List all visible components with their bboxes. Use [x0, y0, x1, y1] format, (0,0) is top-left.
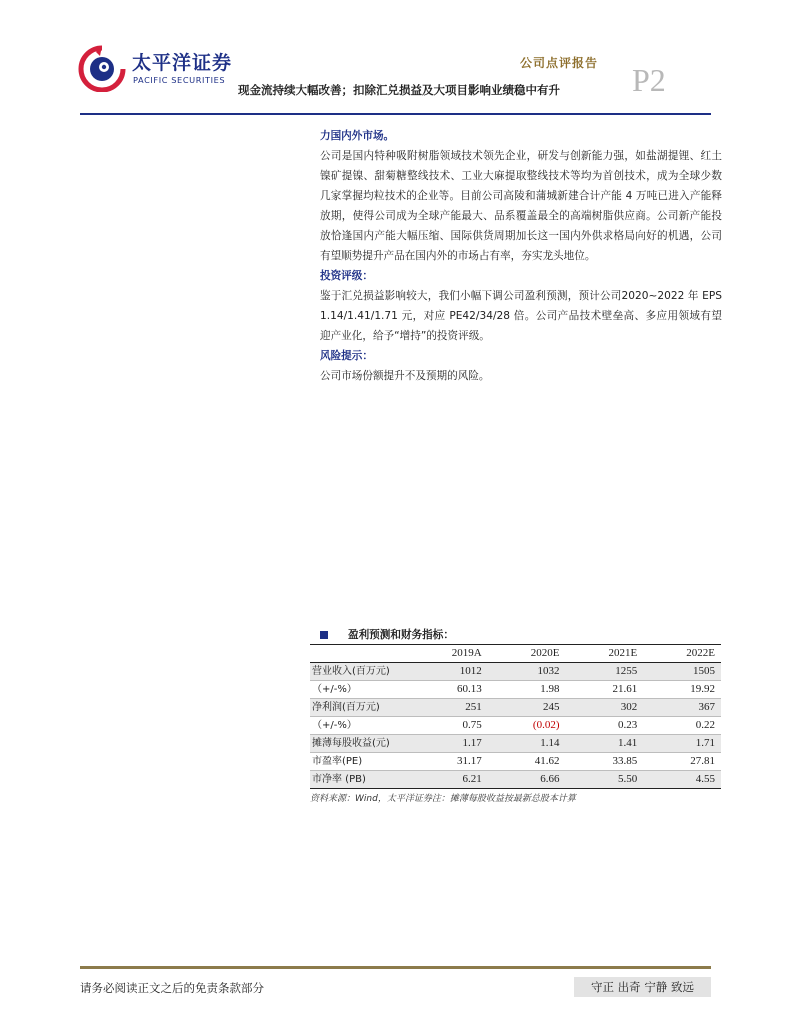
table-cell: 1.41 [618, 737, 638, 749]
table-cell: 6.66 [540, 773, 560, 785]
financial-table-section [310, 626, 721, 804]
negative-value-cell: (0.02) [532, 719, 560, 731]
table-cell: 4.55 [695, 773, 715, 785]
company-slogan: 守正 出奇 宁静 致远 [574, 977, 711, 997]
square-bullet-icon [320, 631, 328, 639]
table-row [310, 717, 721, 735]
row-label: （+/-%） [312, 684, 357, 695]
table-row [310, 663, 721, 681]
table-cell: 1032 [537, 665, 560, 677]
table-source-note: 资料来源：Wind，太平洋证券注：摊薄每股收益按最新总股本计算 [310, 794, 576, 804]
row-label: 营业收入(百万元) [312, 666, 390, 677]
header-cell: 2019A [451, 647, 482, 659]
table-cell: 0.23 [618, 719, 638, 731]
table-cell: 251 [465, 701, 482, 713]
table-caption [310, 626, 721, 644]
table-row [310, 771, 721, 789]
risk-paragraph: 公司市场份额提升不及预期的风险。 [320, 370, 490, 382]
pacific-securities-logo-icon [78, 44, 126, 92]
table-cell: 33.85 [612, 755, 638, 767]
report-type: 公司点评报告 [520, 56, 599, 70]
table-cell: 245 [543, 701, 560, 713]
investment-rating-heading: 投资评级： [320, 270, 373, 282]
brand-name-en: PACIFIC SECURITIES [133, 75, 226, 85]
table-cell: 21.61 [612, 683, 638, 695]
table-cell: 5.50 [618, 773, 638, 785]
row-label: 市净率 (PB) [312, 774, 366, 785]
table-header-row [310, 645, 721, 663]
table-cell: 302 [620, 701, 638, 713]
table-cell: 1.98 [540, 683, 560, 695]
company-paragraph: 公司是国内特种吸附树脂领域技术领先企业，研发与创新能力强，如盐湖提锂、红土镍矿提镍、甜菊糖整线技术、工业大麻提取整线技术等均为首创技术，成为全球少数几家掌握均粒技术的企业等。目前公司高陵和蒲城新建合计产能 4 万吨已进入产能释放期，使得公司成为全球产能最大、品系覆盖最全的高端树脂供应商。公司新产能投放恰逢国内产能大幅压缩、国际供货周期加长这一国内外供求格局向好的机遇，公司有望顺势提升产品在国内外的市场占有率，夯实龙头地位。 [320, 150, 722, 262]
header-cell [310, 645, 410, 663]
table-cell: 367 [698, 701, 715, 713]
brand-name-cn: 太平洋证券 [132, 52, 233, 74]
page-number: P2 [632, 62, 666, 98]
table-cell: 27.81 [690, 755, 715, 767]
row-label: 摊薄每股收益(元) [312, 738, 390, 749]
risk-heading: 风险提示： [320, 350, 373, 362]
table-cell: 60.13 [457, 683, 482, 695]
table-cell: 31.17 [457, 755, 482, 767]
header-cell: 2022E [686, 647, 715, 659]
header-divider [80, 113, 711, 115]
table-cell: 1.71 [695, 737, 715, 749]
table-caption-text: 盈利预测和财务指标： [348, 629, 454, 641]
table-row [310, 699, 721, 717]
table-cell: 41.62 [534, 755, 560, 767]
investment-rating-paragraph: 鉴于汇兑损益影响较大，我们小幅下调公司盈利预测，预计公司2020~2022 年 EPS 1.14/1.41/1.71 元，对应 PE42/34/28 倍。公司产品技术壁垒高、多应用领域有望迎产业化，给予“增持”的投资评级。 [320, 290, 722, 342]
company-logo [78, 44, 238, 96]
table-cell: 1505 [693, 665, 715, 677]
table-cell: 0.75 [462, 719, 482, 731]
intro-line: 力国内外市场。 [320, 130, 395, 142]
table-row [310, 735, 721, 753]
table-cell: 1255 [615, 665, 638, 677]
table-cell: 0.22 [695, 719, 715, 731]
table-cell: 1.14 [540, 737, 560, 749]
report-title: 现金流持续大幅改善；扣除汇兑损益及大项目影响业绩稳中有升 [238, 83, 560, 97]
row-label: 市盈率(PE) [312, 756, 363, 767]
header-cell: 2021E [608, 647, 638, 659]
table-cell: 1.17 [462, 737, 482, 749]
row-label: 净利润(百万元) [312, 702, 380, 713]
table-row [310, 753, 721, 771]
report-body [320, 126, 722, 386]
disclaimer-note: 请务必阅读正文之后的免责条款部分 [80, 981, 264, 995]
row-label: （+/-%） [312, 720, 357, 731]
table-cell: 19.92 [690, 683, 715, 695]
financial-forecast-table [310, 644, 721, 789]
table-cell: 1012 [459, 665, 482, 677]
header-cell: 2020E [530, 647, 560, 659]
table-row [310, 681, 721, 699]
table-cell: 6.21 [462, 773, 482, 785]
footer-divider [80, 966, 711, 969]
